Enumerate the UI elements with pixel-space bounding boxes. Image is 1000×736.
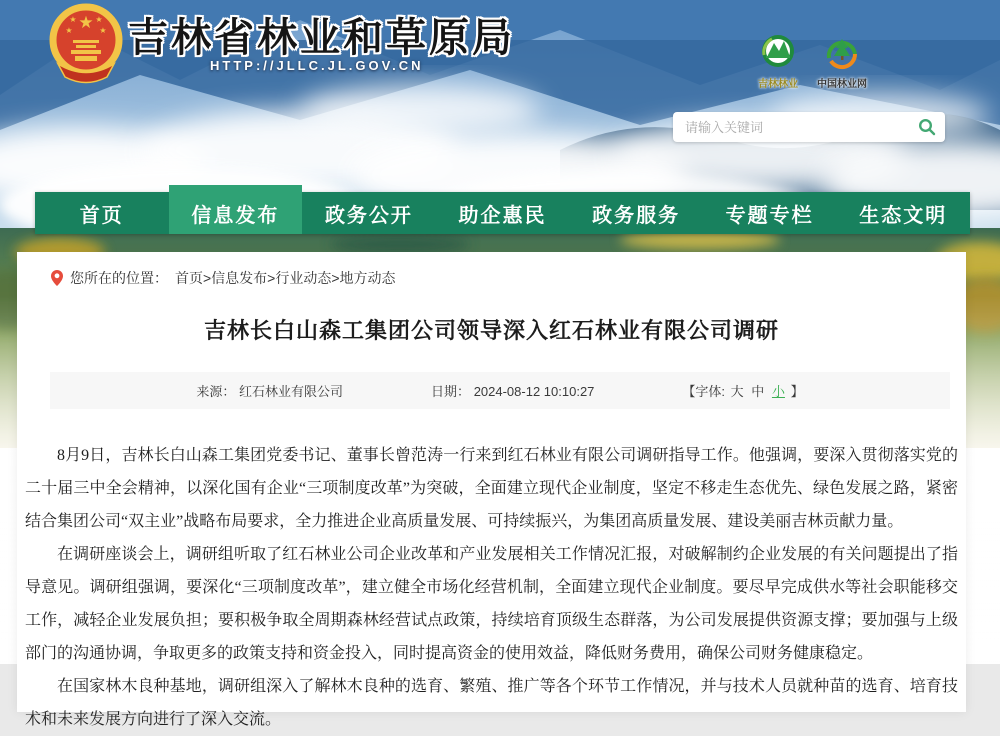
svg-text:★: ★ [78, 13, 94, 32]
main-nav [35, 192, 970, 234]
font-size-large[interactable]: 大 [730, 384, 744, 399]
font-size-small[interactable]: 小 [771, 384, 785, 399]
font-size-suffix: 】 [790, 384, 804, 399]
article-date [431, 381, 594, 400]
article-body [25, 439, 958, 736]
article-paragraph: 8月9日，吉林长白山森工集团党委书记、董事长曾范涛一行来到红石林业有限公司调研指导工作。他强调，要深入贯彻落实党的二十届三中全会精神，以深化国有企业“三项制度改革”为突破，全面建立现代企业制度，坚定不移走生态优先、绿色发展之路，紧密结合集团公司“双主业”战略布局要求，全力推进企业高质量发展、可持续振兴，为集团高质量发展、建设美丽吉林贡献力量。 [25, 447, 958, 530]
breadcrumb-prefix: 您所在的位置： [70, 270, 168, 286]
breadcrumb-path[interactable]: 首页>信息发布>行业动态>地方动态 [175, 270, 396, 286]
svg-text:★: ★ [65, 26, 73, 35]
logo-china-forestry-net[interactable] [812, 33, 872, 90]
svg-text:★: ★ [99, 26, 107, 35]
svg-text:★: ★ [95, 15, 103, 24]
logo-jilin-forestry[interactable] [748, 33, 808, 90]
date-label: 日期： [431, 384, 471, 399]
nav-item-enterprise-benefit[interactable]: 助企惠民 [458, 204, 547, 227]
logo-china-label: 中国林业网 [817, 79, 867, 90]
search-input[interactable] [685, 120, 917, 135]
logo-jilin-label: 吉林林业 [758, 79, 798, 90]
china-forestry-net-icon [822, 33, 862, 69]
location-pin-icon [51, 270, 63, 286]
svg-text:★: ★ [69, 15, 77, 24]
breadcrumb [17, 252, 966, 288]
nav-item-eco-civilization[interactable]: 生态文明 [859, 204, 948, 227]
jilin-forestry-icon [760, 33, 796, 69]
article-meta-bar [50, 372, 950, 409]
nav-item-info-release[interactable]: 信息发布 [169, 185, 303, 234]
content-panel [17, 252, 966, 728]
nav-item-home[interactable]: 首页 [79, 204, 124, 227]
article-title: 吉林长白山森工集团公司领导深入红石林业有限公司调研 [203, 318, 779, 343]
article-paragraph: 在调研座谈会上，调研组听取了红石林业公司企业改革和产业发展相关工作情况汇报，对破解制约企业发展的有关问题提出了指导意见。调研组强调，要深化“三项制度改革”，建立健全市场化经营机制，全面建立现代企业制度。要尽早完成供水等社会职能移交工作，减轻企业发展负担；要积极争取全周期森林经营试点政策，持续培育顶级生态群落，为公司发展提供资源支撑；要加强与上级部门的沟通协调，争取更多的政策支持和资金投入，同时提高资金的使用效益，降低财务费用，确保公司财务健康稳定。 [25, 546, 958, 662]
font-size-medium[interactable]: 中 [751, 384, 765, 399]
article-paragraph: 在国家林木良种基地，调研组深入了解林木良种的选育、繁殖、推广等各个环节工作情况，并与技术人员就种苗的选育、培育技术和未来发展方向进行了深入交流。 [25, 678, 958, 728]
site-url: HTTP://JLLC.JL.GOV.CN [210, 58, 424, 73]
source-value: 红石林业有限公司 [239, 384, 344, 399]
national-emblem-icon [47, 2, 125, 84]
font-size-prefix: 【字体: [682, 384, 726, 399]
nav-item-gov-affairs[interactable]: 政务公开 [324, 204, 413, 227]
date-value: 2024-08-12 10:10:27 [473, 384, 595, 399]
article-source [196, 381, 343, 400]
source-label: 来源： [196, 384, 236, 399]
font-size-control [682, 381, 803, 400]
search-icon[interactable] [917, 117, 937, 137]
nav-item-gov-services[interactable]: 政务服务 [592, 204, 681, 227]
nav-item-special-topics[interactable]: 专题专栏 [725, 204, 814, 227]
site-title: 吉林省林业和草原局 [128, 16, 515, 60]
search-bar [673, 112, 945, 142]
